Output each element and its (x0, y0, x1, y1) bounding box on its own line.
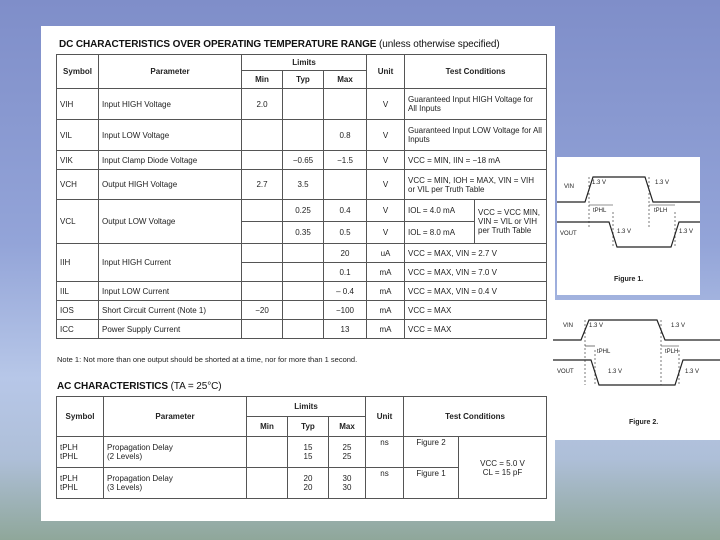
test-cell: VCC = MIN, IIN = −18 mA (405, 151, 547, 170)
symbol-cell: VIL (57, 120, 99, 151)
ac-header-typ: Typ (288, 417, 329, 437)
unit-cell: V (367, 120, 405, 151)
typ-cell: 0.35 (283, 222, 324, 244)
ac-table (56, 396, 547, 499)
test-cell: Guaranteed Input LOW Voltage for All Inputs (405, 120, 547, 151)
typ-cell: 3.5 (283, 170, 324, 200)
typ-line: 20 (303, 483, 313, 492)
symbol-cell: VCL (57, 200, 99, 244)
max-cell (329, 468, 366, 499)
test-cell: VCC = MAX, VIN = 2.7 V (405, 244, 547, 263)
ac-header-max: Max (329, 417, 366, 437)
parameter-line: Propagation Delay (107, 474, 173, 483)
parameter-line: (2 Levels) (107, 452, 143, 461)
symbol-cell: VCH (57, 170, 99, 200)
table-row (57, 282, 547, 301)
max-line: 30 (342, 483, 352, 492)
table-row (57, 89, 547, 120)
typ-line: 20 (303, 474, 313, 483)
symbol-line: tPLH (60, 443, 78, 452)
figure-1 (557, 157, 700, 295)
min-cell: 2.0 (242, 89, 283, 120)
symbol-line: tPHL (60, 452, 78, 461)
ac-header-parameter: Parameter (104, 397, 247, 437)
table-row (57, 200, 547, 222)
figure-2 (553, 300, 720, 440)
max-cell: 0.4 (324, 200, 367, 222)
unit-cell: mA (367, 301, 405, 320)
symbol-cell (57, 468, 104, 499)
symbol-cell: VIK (57, 151, 99, 170)
fig1-tphl-label: tPHL (593, 208, 607, 214)
dc-title: DC CHARACTERISTICS OVER OPERATING TEMPERATURE RANGE (unless otherwise specified) (59, 39, 500, 50)
min-cell: −20 (242, 301, 283, 320)
fig2-vout-label: VOUT (557, 369, 574, 375)
min-cell: 2.7 (242, 170, 283, 200)
unit-cell: uA (367, 244, 405, 263)
min-cell (242, 282, 283, 301)
test-cell: Guaranteed Input HIGH Voltage for All Inputs (405, 89, 547, 120)
parameter-line: (3 Levels) (107, 483, 143, 492)
parameter-line: Propagation Delay (107, 443, 173, 452)
table-row (57, 170, 547, 200)
dc-header-unit: Unit (367, 55, 405, 89)
parameter-cell: Power Supply Current (99, 320, 242, 339)
test-cell: VCC = MAX (405, 320, 547, 339)
symbol-cell: IIH (57, 244, 99, 282)
dc-header-typ: Typ (283, 71, 324, 89)
typ-cell (283, 301, 324, 320)
dc-header-parameter: Parameter (99, 55, 242, 89)
symbol-cell: IIL (57, 282, 99, 301)
dc-header-symbol: Symbol (57, 55, 99, 89)
symbol-cell: IOS (57, 301, 99, 320)
parameter-cell: Input HIGH Voltage (99, 89, 242, 120)
test-cell: VCC = MAX, VIN = 7.0 V (405, 263, 547, 282)
symbol-line: tPHL (60, 483, 78, 492)
fig1-level-a: 1.3 V (592, 180, 607, 186)
parameter-cell: Output LOW Voltage (99, 200, 242, 244)
ac-header-test: Test Conditions (404, 397, 547, 437)
dc-header-max: Max (324, 71, 367, 89)
typ-cell (283, 244, 324, 263)
test-cell: IOL = 8.0 mA (405, 222, 475, 244)
fig2-tphl-label: tPHL (597, 349, 611, 355)
shared-test-cell: VCC = VCC MIN, VIN = VIL or VIH per Truth Table (475, 200, 547, 244)
ac-header-unit: Unit (366, 397, 404, 437)
unit-cell: V (367, 89, 405, 120)
table-row (57, 437, 547, 468)
typ-cell (283, 282, 324, 301)
max-cell (324, 89, 367, 120)
min-cell (247, 437, 288, 468)
dc-note: Note 1: Not more than one output should be shorted at a time, nor for more than 1 second. (57, 355, 358, 364)
max-cell (329, 437, 366, 468)
typ-line: 15 (303, 443, 313, 452)
parameter-cell: Input HIGH Current (99, 244, 242, 282)
max-cell: 0.1 (324, 263, 367, 282)
symbol-line: tPLH (60, 474, 78, 483)
ac-title: AC CHARACTERISTICS (TA = 25°C) (57, 381, 222, 392)
fig2-level-c: 1.3 V (608, 369, 623, 375)
fig1-level-d: 1.3 V (679, 229, 694, 235)
parameter-cell (104, 437, 247, 468)
condition-line: CL = 15 pF (482, 467, 523, 477)
symbol-cell: VIH (57, 89, 99, 120)
min-cell (242, 200, 283, 222)
typ-cell (283, 89, 324, 120)
symbol-cell (57, 437, 104, 468)
parameter-cell: Input Clamp Diode Voltage (99, 151, 242, 170)
test-figure-cell: Figure 1 (404, 468, 459, 499)
typ-cell (283, 263, 324, 282)
parameter-cell: Output HIGH Voltage (99, 170, 242, 200)
parameter-cell: Input LOW Current (99, 282, 242, 301)
fig1-vout-label: VOUT (560, 231, 577, 237)
min-cell (242, 320, 283, 339)
max-cell: 0.8 (324, 120, 367, 151)
vin-waveform (557, 177, 700, 202)
max-cell (324, 170, 367, 200)
test-cell: VCC = MAX (405, 301, 547, 320)
test-cell: VCC = MIN, IOH = MAX, VIN = VIH or VIL per Truth Table (405, 170, 547, 200)
unit-cell: mA (367, 320, 405, 339)
min-cell (242, 120, 283, 151)
fig2-level-d: 1.3 V (685, 369, 700, 375)
ac-header-limits: Limits (247, 397, 366, 417)
dc-header-test: Test Conditions (405, 55, 547, 89)
max-line: 30 (342, 474, 352, 483)
table-row (57, 301, 547, 320)
fig1-tplh-label: tPLH (654, 208, 668, 214)
condition-line: VCC = 5.0 V (480, 458, 525, 468)
max-cell: −1.5 (324, 151, 367, 170)
fig2-vin-label: VIN (563, 323, 574, 329)
unit-cell: V (367, 151, 405, 170)
parameter-cell (104, 468, 247, 499)
fig2-level-b: 1.3 V (671, 323, 686, 329)
figure-2-caption: Figure 2. (629, 419, 659, 426)
max-line: 25 (342, 443, 352, 452)
vin-waveform (553, 320, 720, 340)
unit-cell: V (367, 222, 405, 244)
test-cell: VCC = MAX, VIN = 0.4 V (405, 282, 547, 301)
fig1-level-b: 1.3 V (655, 180, 670, 186)
max-line: 25 (342, 452, 352, 461)
unit-cell: ns (366, 468, 404, 499)
unit-cell: ns (366, 437, 404, 468)
table-row (57, 244, 547, 263)
typ-cell (288, 437, 329, 468)
min-cell (242, 151, 283, 170)
max-cell: – 0.4 (324, 282, 367, 301)
table-row (57, 120, 547, 151)
symbol-cell: ICC (57, 320, 99, 339)
ac-header-symbol: Symbol (57, 397, 104, 437)
max-cell: −100 (324, 301, 367, 320)
dc-header-limits: Limits (242, 55, 367, 71)
test-cell: IOL = 4.0 mA (405, 200, 475, 222)
min-cell (247, 468, 288, 499)
fig2-level-a: 1.3 V (589, 323, 604, 329)
figure-1-caption: Figure 1. (614, 276, 644, 283)
max-cell: 0.5 (324, 222, 367, 244)
typ-cell (283, 320, 324, 339)
table-row (57, 320, 547, 339)
ac-header-min: Min (247, 417, 288, 437)
test-figure-cell: Figure 2 (404, 437, 459, 468)
typ-cell: 0.25 (283, 200, 324, 222)
unit-cell: mA (367, 263, 405, 282)
unit-cell: mA (367, 282, 405, 301)
figure-1-waveform (557, 157, 700, 295)
typ-cell: −0.65 (283, 151, 324, 170)
datasheet-page (41, 26, 555, 521)
dc-header-min: Min (242, 71, 283, 89)
unit-cell: V (367, 170, 405, 200)
typ-line: 15 (303, 452, 313, 461)
fig1-level-c: 1.3 V (617, 229, 632, 235)
parameter-cell: Input LOW Voltage (99, 120, 242, 151)
parameter-cell: Short Circuit Current (Note 1) (99, 301, 242, 320)
fig2-tplh-label: tPLH (665, 349, 679, 355)
min-cell (242, 222, 283, 244)
max-cell: 13 (324, 320, 367, 339)
max-cell: 20 (324, 244, 367, 263)
dc-table (56, 54, 547, 339)
fig1-vin-label: VIN (564, 184, 575, 190)
min-cell (242, 263, 283, 282)
table-row (57, 151, 547, 170)
min-cell (242, 244, 283, 263)
typ-cell (283, 120, 324, 151)
typ-cell (288, 468, 329, 499)
unit-cell: V (367, 200, 405, 222)
ac-conditions-cell (459, 437, 547, 499)
